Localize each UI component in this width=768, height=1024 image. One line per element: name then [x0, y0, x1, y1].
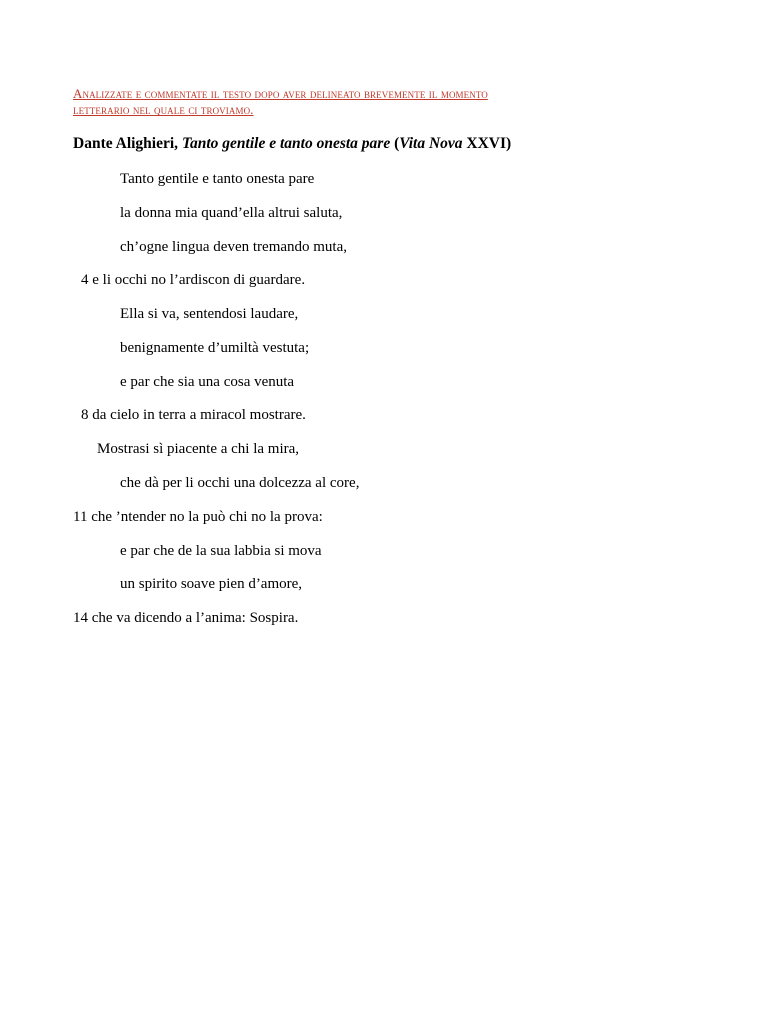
verse-line: Tanto gentile e tanto onesta pare [120, 171, 315, 187]
line-number: 14 [73, 610, 88, 626]
verse-line: ch’ogne lingua deven tremando muta, [120, 239, 348, 255]
poem-heading [73, 134, 511, 154]
heading-title: Tanto gentile e tanto onesta pare [181, 135, 391, 152]
assignment-instruction [73, 86, 673, 118]
verse-line: e par che de la sua labbia si mova [120, 543, 322, 559]
verse-line: e par che sia una cosa venuta [120, 374, 295, 390]
verse-line: la donna mia quand’ella altrui saluta, [120, 205, 343, 221]
verse-line: Mostrasi sì piacente a chi la mira, [97, 441, 300, 457]
verse-line: benignamente d’umiltà vestuta; [120, 340, 310, 356]
heading-paren-open: ( [390, 135, 400, 152]
verse-line: Ella si va, sentendosi laudare, [120, 306, 299, 322]
line-number: 11 [73, 509, 88, 525]
verse-line: 14 che va dicendo a l’anima: Sospira. [73, 610, 299, 626]
verse-line: 4 e li occhi no l’ardiscon di guardare. [81, 272, 306, 288]
verse-line: 11 che ’ntender no la può chi no la prova: [73, 509, 323, 525]
verse-line: che dà per li occhi una dolcezza al core, [120, 475, 360, 491]
instruction-line-1: Analizzate e commentate il testo dopo aver delineato brevemente il momento [73, 86, 488, 101]
heading-chapter: XXVI) [462, 135, 512, 152]
verse-line: un spirito soave pien d’amore, [120, 576, 303, 592]
instruction-line-2: letterario nel quale ci troviamo. [73, 102, 254, 117]
line-number: 8 [81, 407, 89, 423]
verse-line: 8 da cielo in terra a miracol mostrare. [81, 407, 306, 423]
line-number: 4 [81, 272, 89, 288]
heading-author: Dante Alighieri, [73, 135, 182, 152]
heading-source: Vita Nova [399, 135, 463, 152]
